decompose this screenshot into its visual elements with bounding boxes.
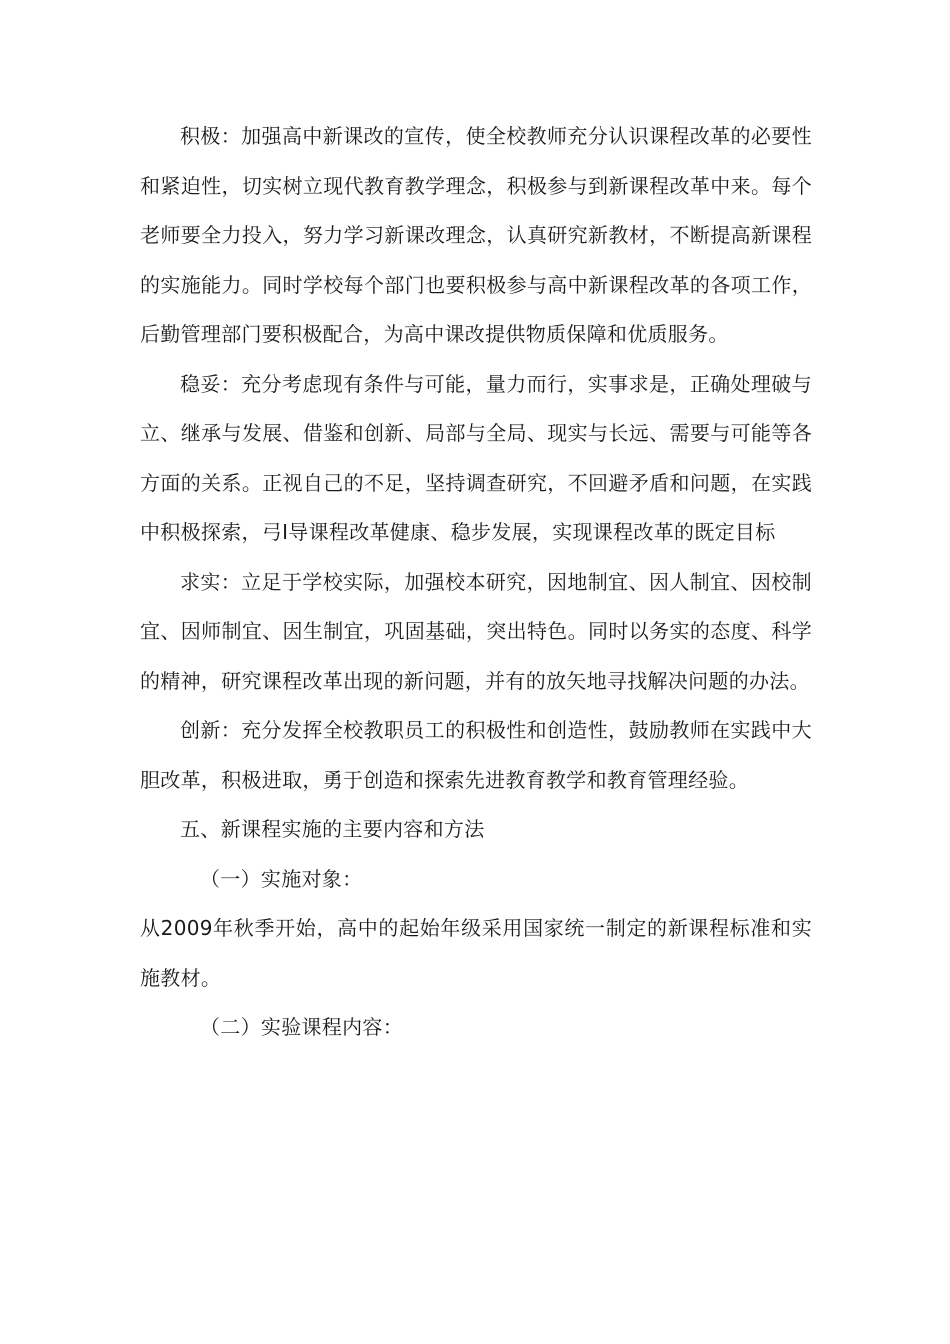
paragraph-practical: 求实：立足于学校实际，加强校本研究，因地制宜、因人制宜、因校制宜、因师制宜、因生制宜，巩固基础，突出特色。同时以务实的态度、科学的精神，研究课程改革出现的新问题，并有的放矢地寻找解决问题的办法。 (140, 569, 812, 693)
subheading-target: （一）实施对象： (200, 866, 363, 891)
paragraph-active: 积极：加强高中新课改的宣传，使全校教师充分认识课程改革的必要性和紧迫性，切实树立现代教育教学理念，积极参与到新课程改革中来。每个老师要全力投入，努力学习新课改理念，认真研究新教材，不断提高新课程的实施能力。同时学校每个部门也要积极参与高中新课程改革的各项工作，后勤管理部门要积极配合，为高中课改提供物质保障和优质服务。 (140, 124, 812, 346)
section-heading-five: 五、新课程实施的主要内容和方法 (180, 817, 485, 841)
subheading-course-content: （二）实验课程内容： (200, 1015, 403, 1039)
paragraph-target-detail: 从2009年秋季开始，高中的起始年级采用国家统一制定的新课程标准和实施教材。 (140, 916, 812, 990)
document-body (140, 112, 812, 1053)
paragraph-steady: 稳妥：充分考虑现有条件与可能，量力而行，实事求是，正确处理破与立、继承与发展、借鉴和创新、局部与全局、现实与长远、需要与可能等各方面的关系。正视自己的不足，坚持调查研究，不回避矛盾和问题，在实践中积极探索，弓I导课程改革健康、稳步发展，实现课程改革的既定目标 (140, 371, 812, 544)
paragraph-innovation: 创新：充分发挥全校教职员工的积极性和创造性，鼓励教师在实践中大胆改革，积极进取，勇于创造和探索先进教育教学和教育管理经验。 (140, 718, 812, 792)
